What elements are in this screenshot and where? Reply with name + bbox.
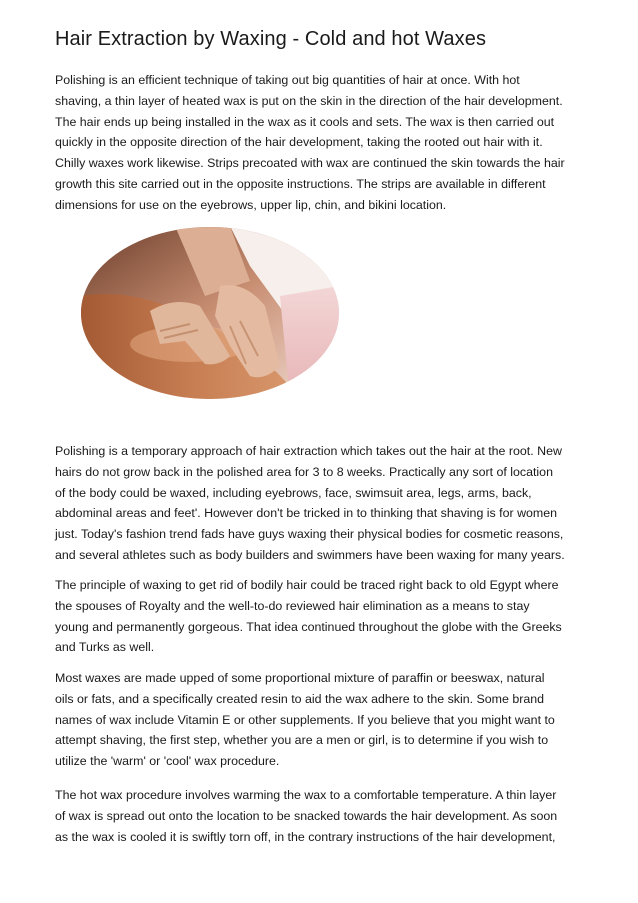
text-line: and several athletes such as body builders and swimmers have been waxing for many years. (55, 547, 565, 562)
text-line: The hot wax procedure involves warming the wax to a comfortable temperature. A thin layer (55, 788, 557, 802)
text-line: abdominal areas and feet'. However don't be tricked in to thinking that shaving is for women (55, 506, 558, 521)
text-line: growth this site carried out in the opposite instructions. The strips are available in different (55, 176, 546, 191)
paragraph-intro (55, 70, 595, 216)
text-line: quickly in the opposite direction of the hair development, taking the rooted out hair with it. (55, 135, 543, 150)
text-line: Polishing is a temporary approach of hair extraction which takes out the hair at the root. New (55, 444, 562, 458)
text-line: of the body could be waxed, including eyebrows, face, swimsuit area, legs, arms, back, (55, 485, 532, 500)
text-line: of wax is spread out onto the location to be snacked towards the hair development. As soon (55, 808, 558, 823)
waxing-photo (80, 226, 340, 400)
text-line: and Turks as well. (55, 640, 155, 655)
paragraph-temporary-approach (55, 441, 595, 566)
text-line: utilize the 'warm' or 'cool' wax procedure. (55, 754, 280, 769)
page-title: Hair Extraction by Waxing - Cold and hot Waxes (55, 28, 487, 50)
text-line: The principle of waxing to get rid of bodily hair could be traced right back to old Egypt where (55, 578, 559, 592)
text-line: attempt shaving, the first step, whether you are a men or girl, is to determine if you wish to (55, 733, 549, 748)
text-line: Chilly waxes work likewise. Strips precoated with wax are continued the skin towards the hair (55, 156, 565, 171)
text-line: The hair ends up being installed in the wax as it cools and sets. The wax is then carried out (55, 114, 555, 129)
text-line: just. Today's fashion trend fads have guys waxing their physical bodies for cosmetic reasons, (55, 527, 564, 542)
text-line: Polishing is an efficient technique of taking out big quantities of hair at once. With hot (55, 73, 520, 87)
paragraph-wax-composition (55, 668, 595, 772)
paragraph-hot-wax (55, 785, 595, 847)
text-line: as the wax is cooled it is swiftly torn off, in the contrary instructions of the hair development, (55, 829, 556, 844)
text-line: the spouses of Royalty and the well-to-do reviewed hair elimination as a means to stay (55, 598, 530, 613)
text-line: dimensions for use on the eyebrows, upper lip, chin, and bikini location. (55, 197, 447, 212)
paragraph-history (55, 575, 595, 658)
text-line: young and permanently gorgeous. That idea continued throughout the globe with the Greeks (55, 619, 562, 634)
text-line: Most waxes are made upped of some proportional mixture of paraffin or beeswax, natural (55, 671, 545, 685)
text-line: oils or fats, and a specifically created resin to aid the wax adhere to the skin. Some brand (55, 691, 545, 706)
text-line: shaving, a thin layer of heated wax is put on the skin in the direction of the hair development. (55, 93, 563, 108)
text-line: hairs do not grow back in the polished area for 3 to 8 weeks. Practically any sort of location (55, 464, 553, 479)
text-line: names of wax include Vitamin E or other supplements. If you believe that you might want to (55, 712, 555, 727)
